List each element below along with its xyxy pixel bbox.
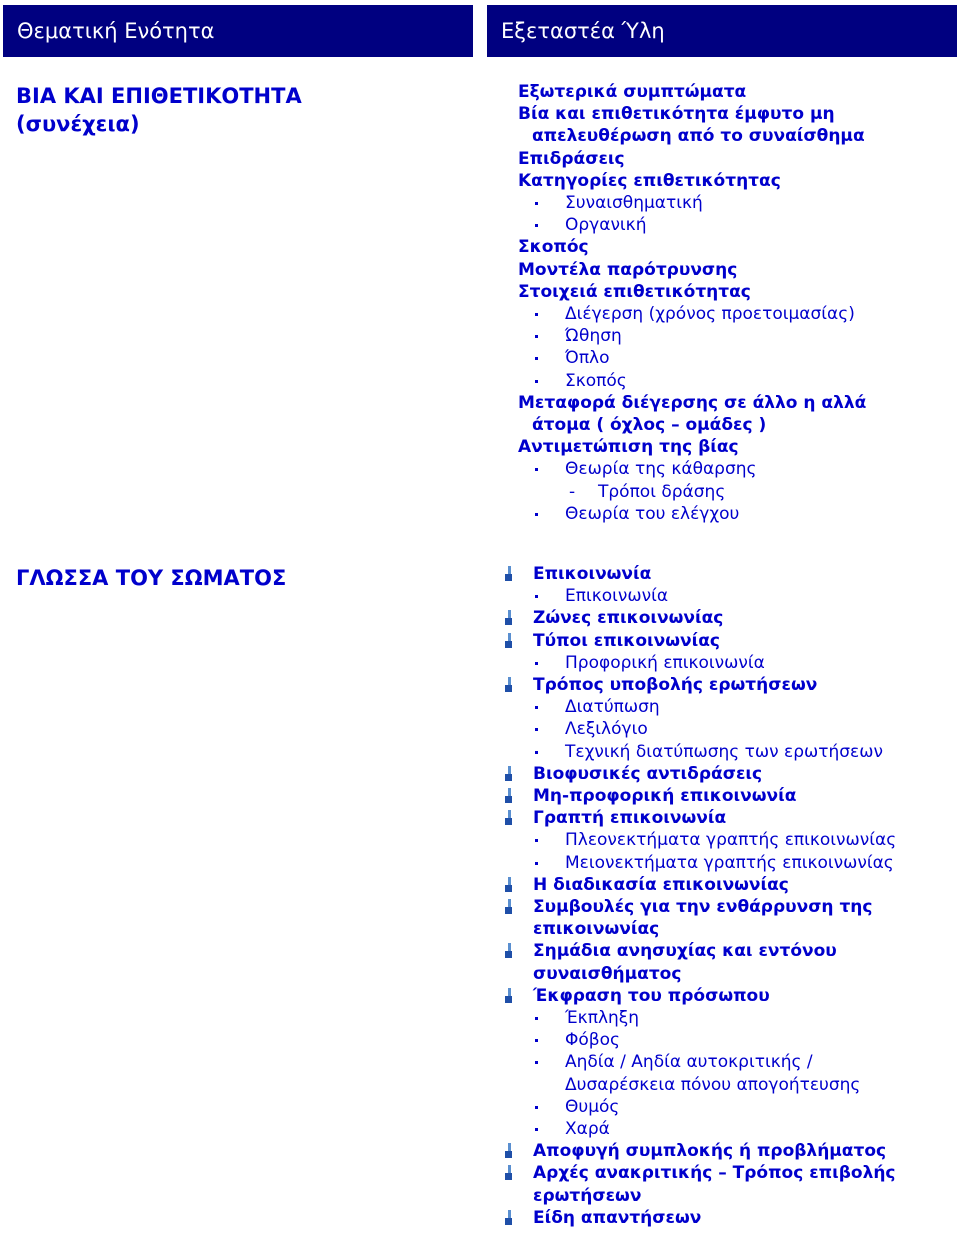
line-text: Επικοινωνία (565, 586, 669, 607)
heading-item (518, 259, 948, 281)
bullet-icon (503, 1210, 513, 1225)
sub-item (533, 1096, 960, 1118)
line-text: Διέγερση (χρόνος προετοιμασίας) (565, 304, 855, 325)
bullet-item (533, 785, 960, 807)
line-text: Αντιμετώπιση της βίας (518, 437, 739, 458)
line-text: ερωτήσεων (533, 1185, 642, 1206)
bullet-icon (503, 899, 513, 914)
square-bullet-icon (535, 706, 538, 709)
sub-item (518, 303, 948, 325)
line-text: Οργανική (565, 215, 647, 236)
line-text: Θεωρία της κάθαρσης (565, 459, 757, 480)
bullet-item (533, 674, 960, 696)
sub-item (518, 347, 948, 369)
line-text: Η διαδικασία επικοινωνίας (533, 874, 789, 895)
violence-material-list (518, 81, 948, 525)
line-text: Μεταφορά διέγερσης σε άλλο η αλλά (518, 392, 867, 413)
square-bullet-icon (535, 380, 538, 383)
line-text: Τύποι επικοινωνίας (533, 630, 720, 651)
line-text: Επιδράσεις (518, 148, 625, 169)
bullet-item (533, 563, 960, 585)
sub-item (518, 192, 948, 214)
bullet-item (533, 807, 960, 829)
line-text: Έκπληξη (565, 1008, 640, 1029)
bullet-item (533, 940, 960, 962)
bullet-icon (503, 566, 513, 581)
line-text: Λεξιλόγιο (565, 719, 648, 740)
bullet-icon (503, 988, 513, 1003)
square-bullet-icon (535, 595, 538, 598)
heading-item-continued (518, 414, 948, 436)
dash-item (518, 481, 948, 503)
line-text: Έκφραση του πρόσωπου (533, 985, 770, 1006)
square-bullet-icon (535, 1061, 538, 1064)
topic-body-language-title: ΓΛΩΣΣΑ ΤΟΥ ΣΩΜΑΤΟΣ (16, 566, 287, 590)
square-bullet-icon (535, 839, 538, 842)
line-text: επικοινωνίας (533, 919, 660, 940)
line-text: Θυμός (565, 1096, 620, 1117)
line-text: Όπλο (565, 348, 610, 369)
sub-item (518, 503, 948, 525)
bullet-item-continued (533, 918, 960, 940)
line-text: Τεχνική διατύπωσης των ερωτήσεων (565, 741, 883, 762)
line-text: Φόβος (565, 1030, 621, 1051)
line-text: Δυσαρέσκεια πόνου απογοήτευσης (565, 1074, 861, 1095)
square-bullet-icon (535, 751, 538, 754)
header-thematic-unit: Θεματική Ενότητα (3, 5, 473, 57)
line-text: Τρόπος υποβολής ερωτήσεων (533, 675, 818, 696)
square-bullet-icon (535, 1017, 538, 1020)
bullet-item (533, 607, 960, 629)
bullet-item (533, 874, 960, 896)
line-text: άτομα ( όχλος – ομάδες ) (532, 415, 767, 436)
line-text: συναισθήματος (533, 963, 682, 984)
line-text: Επικοινωνία (533, 564, 652, 584)
bullet-item (533, 763, 960, 785)
line-text: Τρόποι δράσης (598, 481, 726, 502)
bullet-icon (503, 1165, 513, 1180)
line-text: Εξωτερικά συμπτώματα (518, 82, 747, 102)
square-bullet-icon (535, 728, 538, 731)
sub-item (533, 829, 960, 851)
bullet-item (533, 1162, 960, 1184)
dash-mark: - (569, 481, 576, 502)
bullet-item-continued (533, 1185, 960, 1207)
bullet-icon (503, 788, 513, 803)
line-text: Βία και επιθετικότητα έμφυτο μη (518, 104, 835, 125)
square-bullet-icon (535, 1039, 538, 1042)
sub-item (533, 652, 960, 674)
heading-item (518, 103, 948, 125)
line-text: Σκοπός (565, 370, 627, 391)
bullet-icon (503, 877, 513, 892)
line-text: Αηδία / Αηδία αυτοκριτικής / (565, 1052, 813, 1073)
line-text: Είδη απαντήσεων (533, 1207, 702, 1228)
line-text: Γραπτή επικοινωνία (533, 808, 727, 829)
line-text: Θεωρία του ελέγχου (565, 503, 740, 524)
line-text: Βιοφυσικές αντιδράσεις (533, 763, 763, 784)
line-text: Ώθηση (565, 326, 622, 347)
line-text: Χαρά (565, 1119, 610, 1140)
line-text: Συμβουλές για την ενθάρρυνση της (533, 897, 873, 918)
line-text: Αποφυγή συμπλοκής ή προβλήματος (533, 1141, 887, 1162)
sub-item (518, 325, 948, 347)
bullet-item (533, 896, 960, 918)
sub-item (518, 458, 948, 480)
sub-item (533, 1118, 960, 1140)
sub-item (533, 696, 960, 718)
heading-item-continued (518, 125, 948, 147)
bullet-item (533, 630, 960, 652)
sub-item (533, 718, 960, 740)
bullet-icon (503, 633, 513, 648)
bullet-icon (503, 1143, 513, 1158)
sub-item-continued (533, 1074, 960, 1096)
square-bullet-icon (535, 513, 538, 516)
topic-violence-title-line1: ΒΙΑ ΚΑΙ ΕΠΙΘΕΤΙΚΟΤΗΤΑ (16, 84, 302, 108)
sub-item (533, 1029, 960, 1051)
line-text: Προφορική επικοινωνία (565, 652, 765, 673)
square-bullet-icon (535, 313, 538, 316)
line-text: Κατηγορίες επιθετικότητας (518, 170, 781, 191)
square-bullet-icon (535, 335, 538, 338)
bullet-item (533, 1140, 960, 1162)
bullet-icon (503, 943, 513, 958)
sub-item (533, 1051, 960, 1073)
square-bullet-icon (535, 662, 538, 665)
line-text: Μειονεκτήματα γραπτής επικοινωνίας (565, 852, 894, 873)
square-bullet-icon (535, 202, 538, 205)
line-text: Αρχές ανακριτικής – Τρόπος επιβολής (533, 1163, 896, 1184)
sub-item (533, 585, 960, 607)
line-text: Μοντέλα παρότρυνσης (518, 259, 738, 280)
square-bullet-icon (535, 1106, 538, 1109)
square-bullet-icon (535, 468, 538, 471)
header-exam-material: Εξεταστέα Ύλη (487, 5, 957, 57)
bullet-icon (503, 677, 513, 692)
line-text: απελευθέρωση από το συναίσθημα (532, 126, 865, 147)
line-text: Ζώνες επικοινωνίας (533, 608, 724, 629)
line-text: Στοιχειά επιθετικότητας (518, 281, 751, 302)
sub-item (518, 214, 948, 236)
line-text: Μη-προφορική επικοινωνία (533, 786, 797, 807)
bullet-item (533, 1207, 960, 1229)
square-bullet-icon (535, 1128, 538, 1131)
bullet-item (533, 985, 960, 1007)
square-bullet-icon (535, 862, 538, 865)
sub-item (533, 852, 960, 874)
line-text: Σκοπός (518, 237, 589, 258)
bullet-icon (503, 610, 513, 625)
heading-item (518, 281, 948, 303)
square-bullet-icon (535, 224, 538, 227)
heading-item (518, 436, 948, 458)
heading-item (518, 170, 948, 192)
line-text: Σημάδια ανησυχίας και εντόνου (533, 941, 837, 962)
body-language-material-list (533, 563, 960, 1229)
heading-item (518, 148, 948, 170)
line-text: Διατύπωση (565, 697, 660, 718)
line-text: Συναισθηματική (565, 193, 703, 214)
sub-item (533, 1007, 960, 1029)
sub-item (518, 370, 948, 392)
heading-item (518, 392, 948, 414)
bullet-item-continued (533, 963, 960, 985)
line-text: Πλεονεκτήματα γραπτής επικοινωνίας (565, 830, 897, 851)
square-bullet-icon (535, 357, 538, 360)
heading-item (518, 236, 948, 258)
bullet-icon (503, 810, 513, 825)
topic-violence-title (16, 82, 436, 138)
heading-item (518, 81, 948, 103)
sub-item (533, 741, 960, 763)
bullet-icon (503, 766, 513, 781)
topic-violence-title-line2: (συνέχεια) (16, 112, 140, 136)
